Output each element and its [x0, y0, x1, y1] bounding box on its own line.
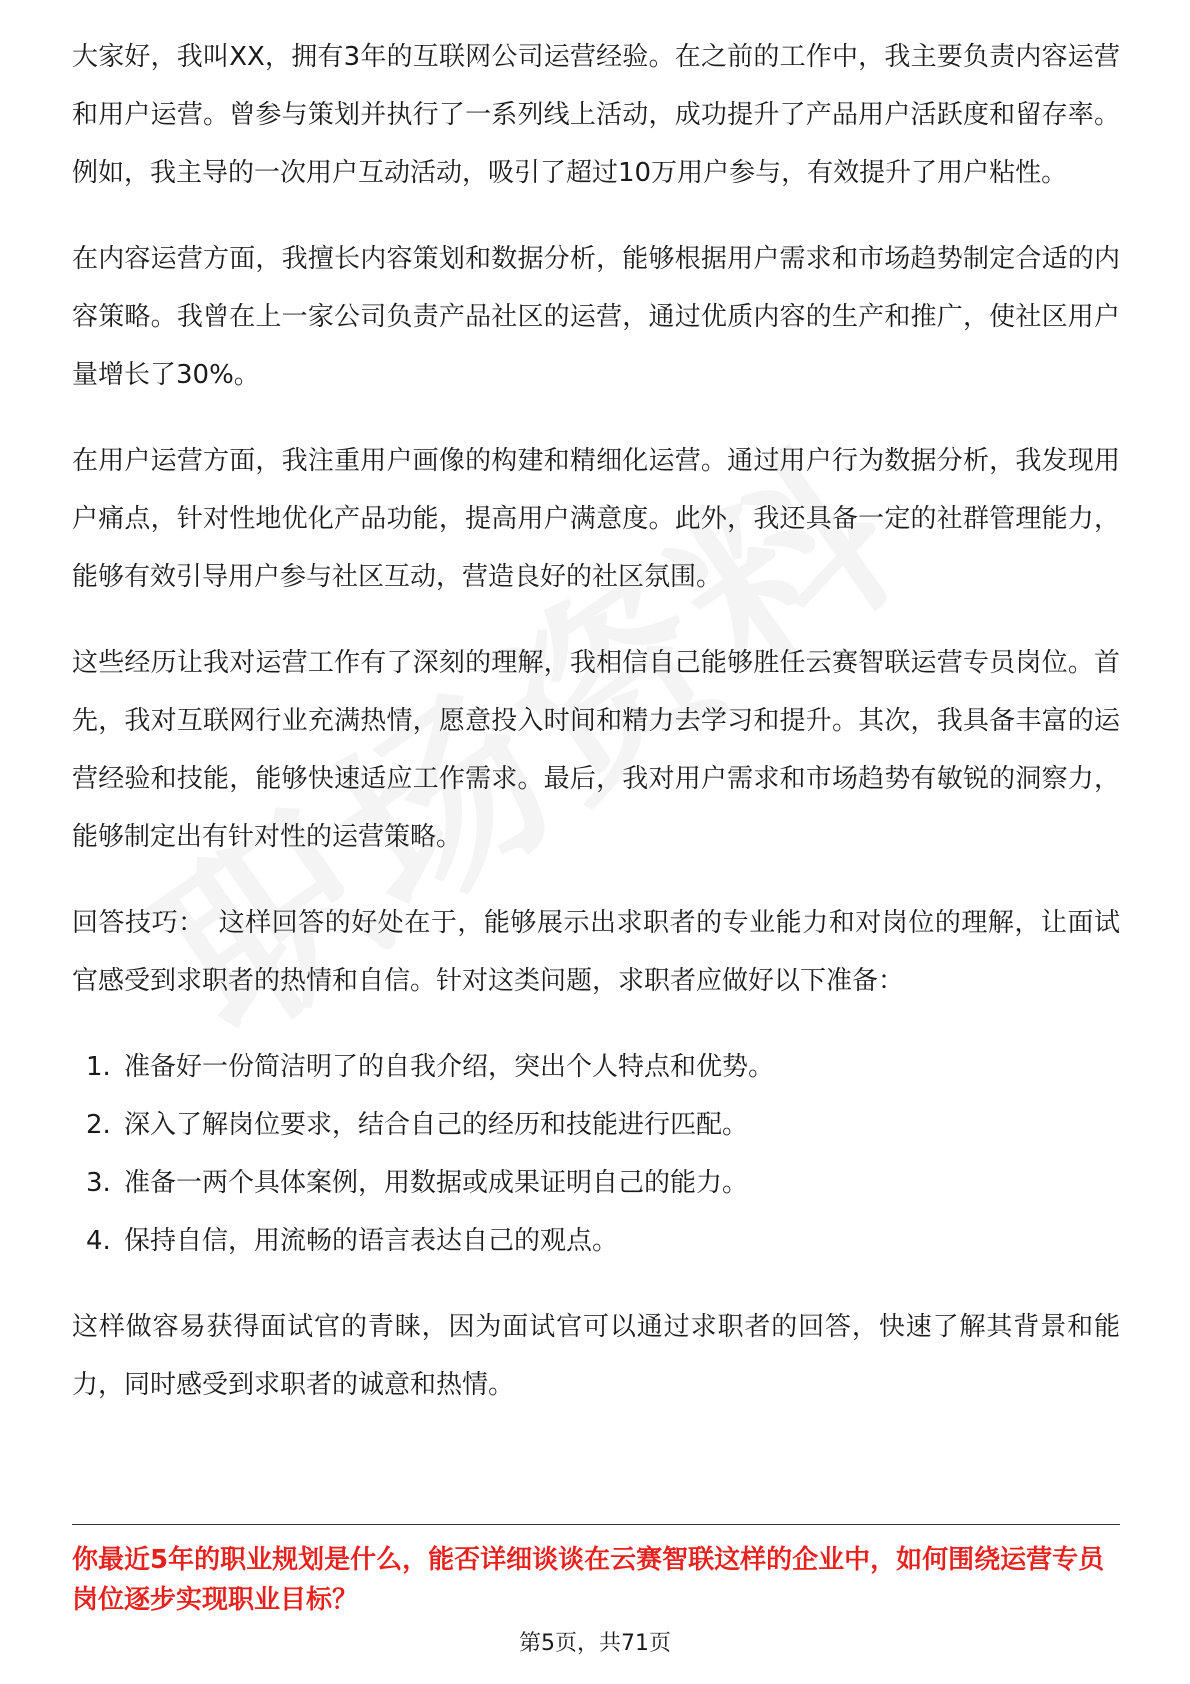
list-item-text: 深入了解岗位要求，结合自己的经历和技能进行匹配。: [124, 1110, 749, 1140]
list-item-text: 保持自信，用流畅的语言表达自己的观点。: [124, 1226, 619, 1256]
next-question-heading: 你最近5年的职业规划是什么，能否详细谈谈在云赛智联这样的企业中，如何围绕运营专员岗位逐步实现职业目标？: [72, 1545, 1105, 1615]
list-item-text: 准备一两个具体案例，用数据或成果证明自己的能力。: [124, 1168, 749, 1198]
page-footer: 第5页，共71页: [519, 1631, 671, 1656]
section-divider: [72, 1524, 1120, 1525]
paragraph-summary: 这些经历让我对运营工作有了深刻的理解，我相信自己能够胜任云赛智联运营专员岗位。首先，我对互联网行业充满热情，愿意投入时间和精力去学习和提升。其次，我具备丰富的运营经验和技能，能够快速适应工作需求。最后，我对用户需求和市场趋势有敏锐的洞察力，能够制定出有针对性的运营策略。: [72, 648, 1120, 852]
paragraph-intro: 大家好，我叫XX，拥有3年的互联网公司运营经验。在之前的工作中，我主要负责内容运营和用户运营。曾参与策划并执行了一系列线上活动，成功提升了产品用户活跃度和留存率。例如，我主导的一次用户互动活动，吸引了超过10万用户参与，有效提升了用户粘性。: [72, 42, 1120, 188]
answer-tips-label: 回答技巧：: [72, 908, 205, 938]
list-item: [72, 1038, 1120, 1096]
paragraph-user-ops: 在用户运营方面，我注重用户画像的构建和精细化运营。通过用户行为数据分析，我发现用户痛点，针对性地优化产品功能，提高用户满意度。此外，我还具备一定的社群管理能力，能够有效引导用户参与社区互动，营造良好的社区氛围。: [72, 446, 1120, 592]
list-item: [72, 1096, 1120, 1154]
list-item-number: 3.: [86, 1168, 111, 1198]
list-item-text: 准备好一份简洁明了的自我介绍，突出个人特点和优势。: [124, 1052, 775, 1082]
paragraph-content-ops: 在内容运营方面，我擅长内容策划和数据分析，能够根据用户需求和市场趋势制定合适的内容策略。我曾在上一家公司负责产品社区的运营，通过优质内容的生产和推广，使社区用户量增长了30%。: [72, 244, 1120, 390]
paragraph-conclusion: 这样做容易获得面试官的青睐，因为面试官可以通过求职者的回答，快速了解其背景和能力，同时感受到求职者的诚意和热情。: [72, 1312, 1120, 1400]
preparation-list: [72, 1038, 1120, 1270]
list-item-number: 2.: [86, 1110, 111, 1140]
list-item: [72, 1154, 1120, 1212]
list-item: [72, 1212, 1120, 1270]
answer-tips: [72, 894, 1120, 1010]
document-body: [72, 28, 1120, 1442]
list-item-number: 4.: [86, 1226, 111, 1256]
list-item-number: 1.: [86, 1052, 111, 1082]
answer-tips-text: 这样回答的好处在于，能够展示出求职者的专业能力和对岗位的理解，让面试官感受到求职者的热情和自信。针对这类问题，求职者应做好以下准备：: [72, 908, 1120, 996]
